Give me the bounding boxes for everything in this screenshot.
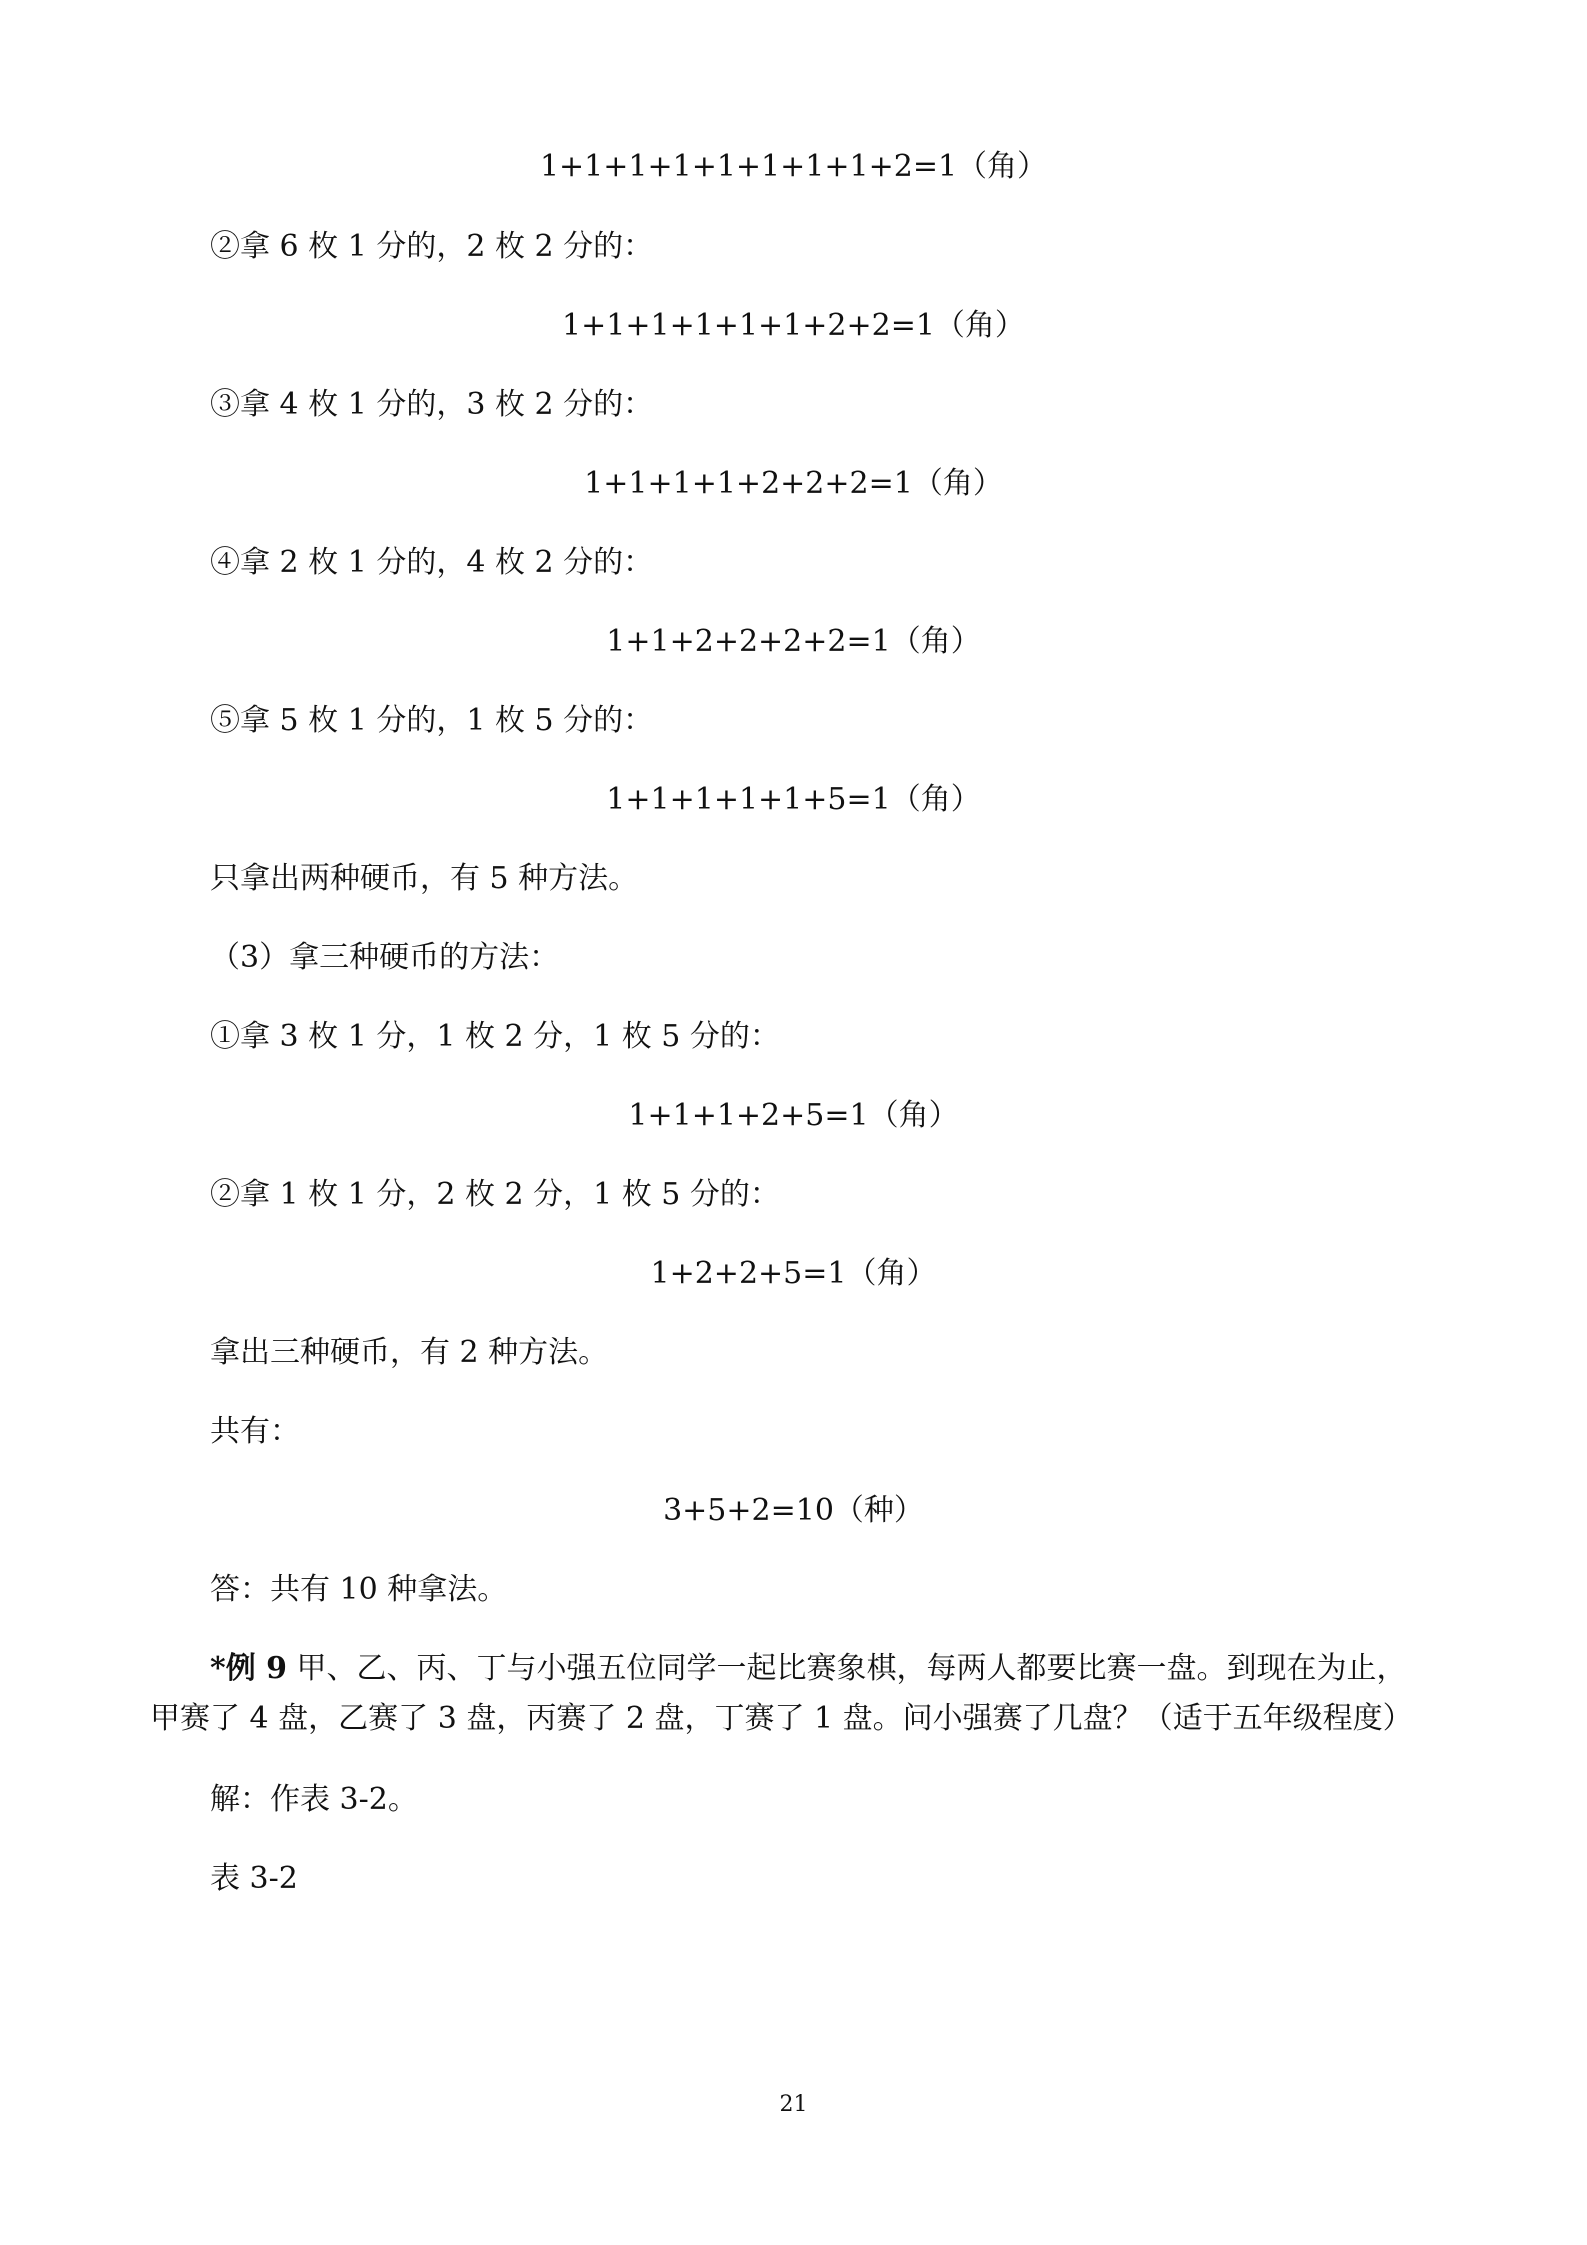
example-text-1: 甲、乙、丙、丁与小强五位同学一起比赛象棋，每两人都要比赛一盘。到现在为止， [287,1651,1407,1686]
two-coin-summary: 只拿出两种硬币，有 5 种方法。 [210,861,639,896]
three-coin-summary: 拿出三种硬币，有 2 种方法。 [210,1335,609,1370]
equation-three-coin-2: 1+2+2+5=1（角） [650,1256,937,1291]
answer-text: 答：共有 10 种拿法。 [210,1572,508,1607]
method-4-two-coin: ④拿 2 枚 1 分的，4 枚 2 分的： [210,545,654,580]
equation-two-coin-4: 1+1+2+2+2+2=1（角） [606,624,981,659]
equation-three-coin-1: 1+1+1+2+5=1（角） [628,1098,959,1133]
method-1-three-coin: ①拿 3 枚 1 分，1 枚 2 分，1 枚 5 分的： [210,1019,780,1054]
example-9-line-1 [210,1649,1407,1689]
equation-two-coin-1: 1+1+1+1+1+1+1+1+2=1（角） [539,149,1048,184]
solution-text: 解：作表 3-2。 [210,1782,418,1817]
table-caption: 表 3-2 [210,1861,298,1896]
example-label: *例 9 [210,1651,288,1686]
page-number: 21 [779,2092,808,2117]
method-2-three-coin: ②拿 1 枚 1 分，2 枚 2 分，1 枚 5 分的： [210,1177,780,1212]
example-9-line-2: 甲赛了 4 盘，乙赛了 3 盘，丙赛了 2 盘，丁赛了 1 盘。问小强赛了几盘？（适于五年级程度） [150,1701,1413,1736]
total-equation: 3+5+2=10（种） [663,1493,924,1528]
method-2-two-coin: ②拿 6 枚 1 分的，2 枚 2 分的： [210,229,654,264]
equation-two-coin-5: 1+1+1+1+1+5=1（角） [606,782,981,817]
equation-two-coin-3: 1+1+1+1+2+2+2=1（角） [584,466,1003,501]
method-5-two-coin: ⑤拿 5 枚 1 分的，1 枚 5 分的： [210,703,654,738]
method-3-two-coin: ③拿 4 枚 1 分的，3 枚 2 分的： [210,387,654,422]
total-label: 共有： [210,1414,300,1449]
three-coin-heading: （3）拿三种硬币的方法： [210,940,560,975]
equation-two-coin-2: 1+1+1+1+1+1+2+2=1（角） [562,308,1025,343]
